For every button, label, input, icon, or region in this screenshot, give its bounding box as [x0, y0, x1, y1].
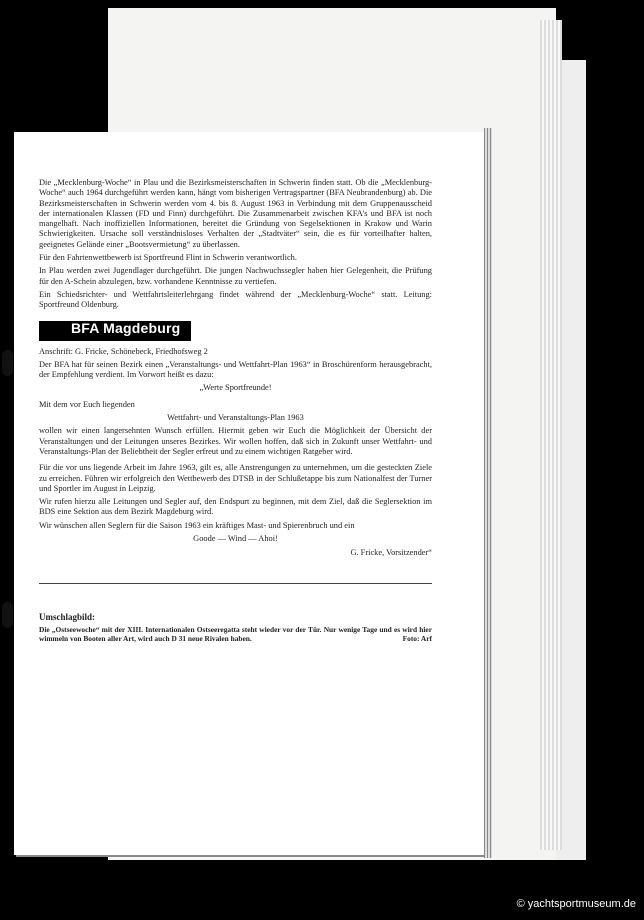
paragraph: In Plau werden zwei Jugendlager durchgeführt. Die jungen Nachwuchssegler haben hier Gelegenheit, die Prüfung für den A-Schein abzulegen, bzw. vorhandene Kenntnisse zu vertiefen. — [39, 266, 432, 286]
watermark-credit: © yachtsportmuseum.de — [516, 898, 636, 910]
divider — [39, 583, 432, 584]
paragraph: Mit dem vor Euch liegenden — [39, 399, 135, 409]
paragraph: wollen wir einen langersehnten Wunsch erfüllen. Hiermit geben wir Euch die Möglichkeit der Übersicht der Veranstaltungen und der Leitungen unseres Bezirkes. Wir wollen hoffen, daß sich in Zukunft unser Wettfahrt- und Veranstaltungs-Plan der Beliebtheit der Segler erfreut und zu einem wichtigen Ratgeber wird. — [39, 426, 432, 456]
paragraph: Der BFA hat für seinen Bezirk einen „Veranstaltungs- und Wettfahrt-Plan 1963“ in Broschürenform herausgebracht, der Empfehlung verdient. Im Vorwort heißt es dazu: — [39, 359, 432, 380]
cover-caption — [39, 625, 432, 644]
page-edge — [484, 128, 492, 858]
punch-hole — [2, 350, 13, 376]
photo-credit: Foto: Arf — [402, 634, 432, 644]
section-heading-banner — [39, 321, 191, 341]
plan-title: Wettfahrt- und Veranstaltungs-Plan 1963 — [167, 413, 304, 423]
cover-heading: Umschlagbild: — [39, 611, 96, 622]
text-column — [39, 178, 432, 644]
signature: G. Fricke, Vorsitzender“ — [350, 548, 432, 558]
address-line: Anschrift: G. Fricke, Schönebeck, Friedhofsweg 2 — [39, 346, 208, 356]
section-heading: BFA Magdeburg — [71, 319, 181, 336]
paragraph: Ein Schiedsrichter- und Wettfahrtsleiterlehrgang findet während der „Mecklenburg-Woche“ statt. Leitung: Sportfreund Oldenburg. — [39, 289, 432, 310]
paragraph: Für den Fahrtenwettbewerb ist Sportfreund Flint in Schwerin verantwortlich. — [39, 253, 297, 263]
paragraph: Wir rufen hierzu alle Leitungen und Segler auf, den Endspurt zu beginnen, mit dem Ziel, daß die Seglersektion im BDS eine Sektion aus dem Bezirk Magdeburg wird. — [39, 497, 432, 517]
cover-caption-text: Die „Ostseewoche“ mit der XIII. Internationalen Ostseeregatta steht wieder vor der Tür. Nur wenige Tage und es wird hier wimmeln von Booten aller Art, wird auch D 31 neue Rivalen haben. — [39, 624, 432, 644]
punch-hole — [2, 602, 13, 628]
paragraph: Wir wünschen allen Seglern für die Saison 1963 ein kräftiges Mast- und Spierenbruch und ein — [39, 520, 355, 530]
salutation: „Werte Sportfreunde! — [199, 383, 272, 393]
paragraph: Die „Mecklenburg-Woche“ in Plau und die Bezirksmeisterschaften in Schwerin finden statt. Ob die „Mecklenburg-Woche“ auch 1964 durchgeführt werden kann, hängt vom bisherigen Vertragspartner (BFA Neubrandenburg) ab. Die Bezirksmeisterschaften in Schwerin werden vom 4. bis 8. August 1963 in Verbindung mit dem Gruppenausscheid der internationalen Klassen (FD und Finn) durchgeführt. Die Zusammenarbeit zwischen KFA's und BFA ist noch mangelhaft. Nach inoffiziellen Informationen, bereitet die Gründung von Segelsektionen in Krakow und Warin Schwierigkeiten. Ursache soll verständnisloses Verhalten der „Stadtväter“ sein, die es für vorteilhafter halten, geeignetes Gelände einer „Bootsvermietung“ zu überlassen. — [39, 178, 432, 249]
paragraph: Für die vor uns liegende Arbeit im Jahre 1963, gilt es, alle Anstrengungen zu unternehmen, um die gesteckten Ziele zu erreichen. Führen wir erfolgreich den Wettbewerb des DTSB in der Schlußetappe bis zum Nationalfest der Turner und Sportler im August in Leipzig. — [39, 463, 432, 493]
background-page-edges — [540, 20, 562, 850]
greeting: Goode — Wind — Ahoi! — [193, 534, 278, 544]
